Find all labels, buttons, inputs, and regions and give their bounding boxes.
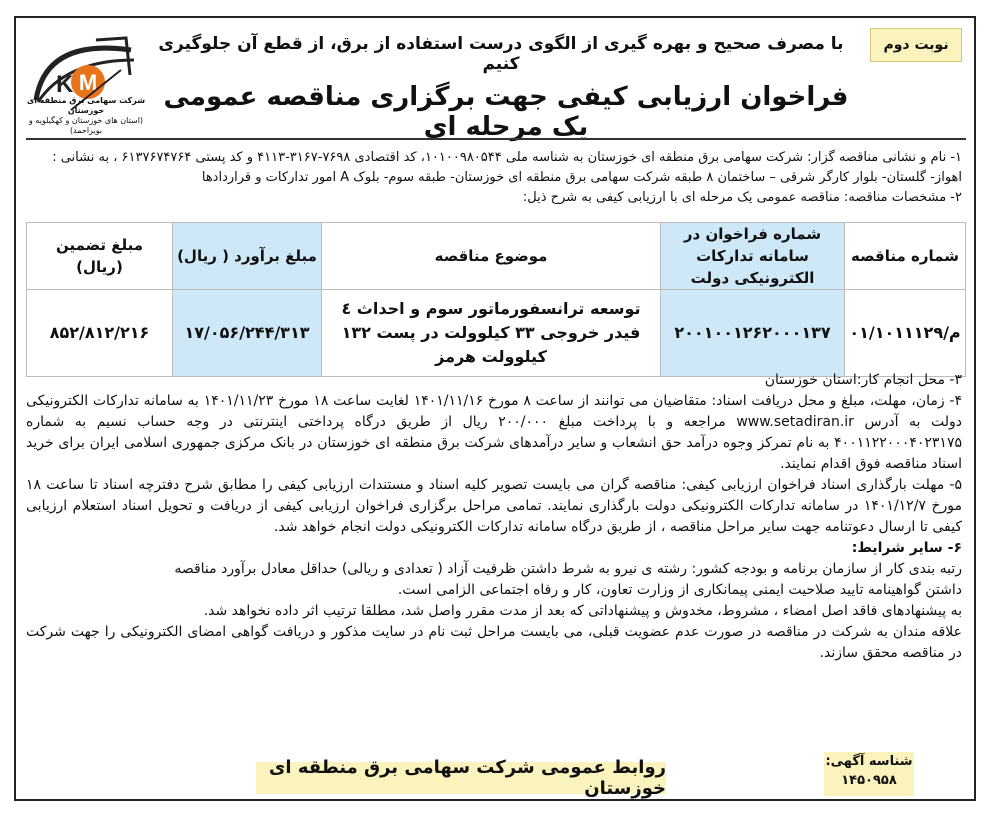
- paragraph-location: ۳- محل انجام کار:استان خوزستان: [764, 372, 962, 388]
- condition-invalid-bids: به پیشنهادهای فاقد اصل امضاء ، مشروط، مخدوش و پیشنهاداتی که بعد از مدت مقرر واصل شد، مطلقا ترتیب اثر داده نخواهد شد.: [203, 603, 962, 619]
- intro-line-2: اهواز- گلستان- بلوار کارگر شرقی – ساختمان ۸ طبقه شرکت سهامی برق منطقه ای خوزستان- طبقه سوم- بلوک A امور تدارکات و قراردادها: [201, 170, 962, 185]
- table-row: [27, 290, 966, 377]
- cell-tender-number: م/۰۱/۱۰۱۱۱۲۹: [845, 290, 966, 377]
- table-header-row: [27, 223, 966, 290]
- intro-line-1: ۱- نام و نشانی مناقصه گزار: شرکت سهامی برق منطقه ای خوزستان به شناسه ملی ۱۰۱۰۰۹۸۰۵۴۴، کد اقتصادی ۷۶۹۸-۳۱۶۷-۴۱۱۳ و کد پستی ۶۱۳۷۶۷۴۷۶۴ ، به نشانی :: [52, 150, 962, 165]
- header-tender-number: شماره مناقصه: [845, 223, 966, 290]
- logo-caption: شرکت سهامی برق منطقه ای خوزستان (استان های خوزستان و کهگیلویه و بویراحمد): [26, 96, 146, 135]
- cell-estimate: ۱۷/۰۵۶/۲۴۴/۳۱۳: [173, 290, 322, 377]
- publisher-footer: روابط عمومی شرکت سهامی برق منطقه ای خوزستان: [256, 762, 666, 794]
- header-system-number: شماره فراخوان در سامانه تدارکات الکترونیکی دولت: [661, 223, 845, 290]
- paragraph-documents: ۴- زمان، مهلت، مبلغ و محل دریافت اسناد: متقاضیان می توانند از ساعت ۸ مورخ ۱۴۰۱/۱۱/۱۶ لغایت ساعت ۱۸ مورخ ۱۴۰۱/۱۱/۲۳ به سامانه تدارکات الکترونیکی دولت به آدرس www.setadiran.ir مراجعه و با پرداخت مبلغ ۲۰۰/۰۰۰ ریال از طریق درگاه پرداختی اینترنتی در وجه حساب نسیم به شماره ۴۰۰۱۱۲۲۰۰۰۴۰۲۳۱۷۵ به نام تمرکز وجوه درآمد حق انشعاب و سایر درآمدهای شرکت برق منطقه ای خوزستان در بانک مرکزی جمهوری اسلامی ایران برای خرید اسناد مناقصه فوق اقدام نمایند.: [26, 393, 962, 472]
- svg-text:K: K: [56, 71, 74, 98]
- cell-subject: توسعه ترانسفورماتور سوم و احداث ٤ فیدر خروجی ۳۳ کیلوولت در پست ۱۳۲ کیلوولت هرمز: [322, 290, 661, 377]
- page-title: فراخوان ارزیابی کیفی جهت برگزاری مناقصه عمومی یک مرحله ای: [163, 82, 849, 142]
- paragraph-other-conditions-title: ۶- سایر شرایط:: [851, 540, 962, 556]
- intro-line-3: ۲- مشخصات مناقصه: مناقصه عمومی یک مرحله ای با ارزیابی کیفی به شرح ذیل:: [522, 190, 962, 205]
- header-divider: [26, 138, 966, 140]
- condition-registration: علاقه مندان به شرکت در مناقصه در صورت عدم عضویت قبلی، می بایست مراحل ثبت نام در سایت مذکور و دریافت گواهی امضای الکترونیکی را جهت شرکت در مناقصه محقق سازند.: [26, 624, 962, 661]
- intro-section: [28, 148, 962, 208]
- condition-safety-certificate: داشتن گواهینامه تایید صلاحیت ایمنی پیمانکاری از وزارت تعاون، کار و رفاه اجتماعی الزامی است.: [397, 582, 962, 598]
- publication-badge: نوبت دوم: [870, 28, 962, 62]
- conditions-section: [26, 370, 962, 664]
- header-subject: موضوع مناقصه: [322, 223, 661, 290]
- ad-id-label: شناسه آگهی:: [825, 754, 913, 769]
- svg-text:M: M: [78, 70, 98, 95]
- ad-identifier: [824, 752, 914, 796]
- cell-system-number: ۲۰۰۱۰۰۱۲۶۲۰۰۰۱۳۷: [661, 290, 845, 377]
- cell-guarantee: ۸۵۲/۸۱۲/۲۱۶: [27, 290, 173, 377]
- paragraph-upload-deadline: ۵- مهلت بارگذاری اسناد فراخوان ارزیابی کیفی: مناقصه گران می بایست تصویر کلیه اسناد و مستندات ارزیابی کیفی را مطابق شرح دفترچه اسناد تا ساعت ۱۸ مورخ ۱۴۰۱/۱۲/۷ در سامانه تدارکات الکترونیکی دولت بارگذاری نمایند. تمامی مراحل برگزاری فراخوان ارزیابی کیفی از دریافت و تحویل اسناد استعلام ارزیابی کیفی تا ارسال دعوتنامه جهت سایر مراحل مناقصه ، از طریق درگاه سامانه تدارکات الکترونیکی دولت انجام خواهد شد.: [26, 477, 962, 535]
- slogan: با مصرف صحیح و بهره گیری از الگوی درست استفاده از برق، از قطع آن جلوگیری کنیم: [158, 34, 844, 74]
- header-estimate: مبلغ برآورد ( ریال): [173, 223, 322, 290]
- tender-table: [26, 222, 966, 377]
- header-guarantee: مبلغ تضمین (ریال): [27, 223, 173, 290]
- condition-rating: رتبه بندی کار از سازمان برنامه و بودجه کشور: رشته ی نیرو به شرط داشتن ظرفیت آزاد ( تعدادی و ریالی) حداقل معادل برآورد مناقصه: [174, 561, 962, 577]
- ad-id-number: ۱۴۵۰۹۵۸: [841, 773, 897, 788]
